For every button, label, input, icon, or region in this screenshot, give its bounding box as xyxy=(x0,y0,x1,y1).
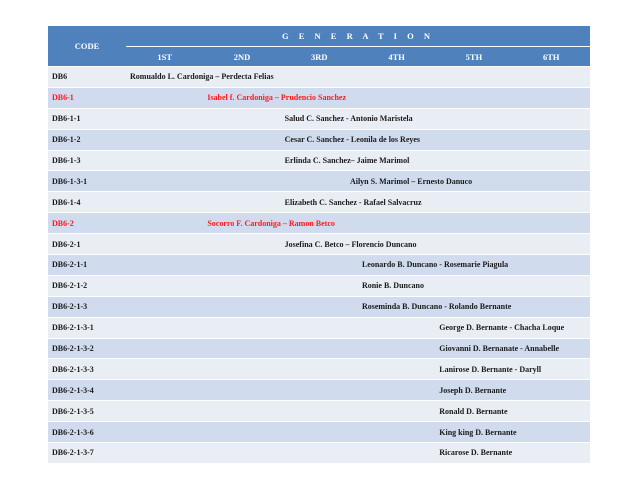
table-row xyxy=(48,317,590,338)
empty-generation-cell xyxy=(513,67,590,88)
generation-column-4: 4TH xyxy=(358,47,435,67)
row-person-names xyxy=(358,255,509,276)
person-names-text: Ailyn S. Marimol – Ernesto Danuco xyxy=(349,176,473,186)
empty-generation-cell xyxy=(281,443,358,464)
person-names-text: Elizabeth C. Sanchez - Rafael Salvacruz xyxy=(284,197,422,207)
empty-generation-cell xyxy=(281,317,358,338)
empty-generation-cell xyxy=(203,401,280,422)
empty-generation-cell xyxy=(203,359,280,380)
row-person-names xyxy=(281,150,410,171)
empty-generation-cell xyxy=(435,67,512,88)
empty-generation-cell xyxy=(281,296,358,317)
empty-generation-cell xyxy=(281,380,358,401)
person-names-text: Joseph D. Bernante xyxy=(439,385,507,395)
row-code: DB6-2-1-1 xyxy=(48,255,126,276)
empty-generation-cell xyxy=(435,150,512,171)
table-body xyxy=(48,67,590,464)
empty-generation-cell xyxy=(203,129,280,150)
empty-generation-cell xyxy=(203,422,280,443)
table-row xyxy=(48,234,590,255)
generation-column-2: 2ND xyxy=(203,47,280,67)
empty-generation-cell xyxy=(126,296,203,317)
row-person-names xyxy=(281,129,421,150)
table-row xyxy=(48,401,590,422)
row-code: DB6-2-1-3-7 xyxy=(48,443,126,464)
row-person-names xyxy=(126,67,274,88)
empty-generation-cell xyxy=(203,338,280,359)
header-row-top xyxy=(48,26,590,47)
empty-generation-cell xyxy=(358,87,435,108)
table-row xyxy=(48,359,590,380)
empty-generation-cell xyxy=(358,401,435,422)
empty-generation-cell xyxy=(281,171,358,192)
row-person-names xyxy=(203,213,335,234)
empty-generation-cell xyxy=(126,87,203,108)
empty-generation-cell xyxy=(435,234,512,255)
table-row xyxy=(48,192,590,213)
code-column-header: CODE xyxy=(48,26,126,67)
empty-generation-cell xyxy=(358,380,435,401)
row-code: DB6-2-1 xyxy=(48,234,126,255)
row-code: DB6-2-1-3-3 xyxy=(48,359,126,380)
empty-generation-cell xyxy=(203,150,280,171)
empty-generation-cell xyxy=(513,443,590,464)
table-row xyxy=(48,129,590,150)
empty-generation-cell xyxy=(281,338,358,359)
generation-column-6: 6TH xyxy=(513,47,590,67)
row-person-names xyxy=(358,296,512,317)
empty-generation-cell xyxy=(358,338,435,359)
empty-generation-cell xyxy=(126,108,203,129)
empty-generation-cell xyxy=(126,129,203,150)
empty-generation-cell xyxy=(126,338,203,359)
empty-generation-cell xyxy=(435,129,512,150)
genealogy-table xyxy=(48,26,590,464)
empty-generation-cell xyxy=(513,192,590,213)
empty-generation-cell xyxy=(203,317,280,338)
row-person-names xyxy=(281,192,422,213)
empty-generation-cell xyxy=(281,67,358,88)
row-code: DB6-1-4 xyxy=(48,192,126,213)
empty-generation-cell xyxy=(203,171,280,192)
person-names-text: Leonardo B. Duncano - Rosemarie Piagula xyxy=(361,260,509,270)
genealogy-table-container xyxy=(48,26,590,464)
row-person-names xyxy=(281,108,413,129)
empty-generation-cell xyxy=(126,275,203,296)
empty-generation-cell xyxy=(358,443,435,464)
row-person-names xyxy=(349,171,473,192)
row-code: DB6-1-3 xyxy=(48,150,126,171)
table-row xyxy=(48,108,590,129)
empty-generation-cell xyxy=(513,255,590,276)
empty-generation-cell xyxy=(281,275,358,296)
empty-generation-cell xyxy=(281,255,358,276)
row-person-names xyxy=(281,234,417,255)
row-person-names xyxy=(435,317,565,338)
empty-generation-cell xyxy=(203,443,280,464)
empty-generation-cell xyxy=(435,275,512,296)
empty-generation-cell xyxy=(513,213,590,234)
table-row xyxy=(48,87,590,108)
person-names-text: Ricarose D. Bernante xyxy=(439,448,513,458)
row-code: DB6-1-3-1 xyxy=(48,171,126,192)
empty-generation-cell xyxy=(513,380,590,401)
empty-generation-cell xyxy=(203,275,280,296)
empty-generation-cell xyxy=(513,150,590,171)
empty-generation-cell xyxy=(435,192,512,213)
row-code: DB6-2-1-3-5 xyxy=(48,401,126,422)
empty-generation-cell xyxy=(358,359,435,380)
empty-generation-cell xyxy=(513,108,590,129)
generation-column-3: 3RD xyxy=(281,47,358,67)
empty-generation-cell xyxy=(513,171,590,192)
empty-generation-cell xyxy=(281,401,358,422)
person-names-text: Salud C. Sanchez - Antonio Maristela xyxy=(284,114,413,124)
row-code: DB6-2-1-2 xyxy=(48,275,126,296)
empty-generation-cell xyxy=(358,213,435,234)
row-code: DB6 xyxy=(48,67,126,88)
person-names-text: King king D. Bernante xyxy=(439,427,517,437)
empty-generation-cell xyxy=(281,422,358,443)
table-row xyxy=(48,296,590,317)
empty-generation-cell xyxy=(126,443,203,464)
row-code: DB6-2-1-3 xyxy=(48,296,126,317)
row-person-names xyxy=(203,87,346,108)
empty-generation-cell xyxy=(513,234,590,255)
person-names-text: Romualdo L. Cardoniga – Perdecta Felias xyxy=(130,72,274,82)
row-person-names xyxy=(435,338,560,359)
empty-generation-cell xyxy=(281,359,358,380)
empty-generation-cell xyxy=(126,234,203,255)
table-row xyxy=(48,171,590,192)
row-person-names xyxy=(435,359,542,380)
table-header xyxy=(48,26,590,67)
empty-generation-cell xyxy=(358,422,435,443)
empty-generation-cell xyxy=(513,401,590,422)
table-row xyxy=(48,213,590,234)
person-names-text: Socorro F. Cardoniga – Ramon Betco xyxy=(207,218,335,228)
empty-generation-cell xyxy=(126,380,203,401)
row-person-names xyxy=(435,443,512,464)
empty-generation-cell xyxy=(203,380,280,401)
empty-generation-cell xyxy=(203,108,280,129)
row-code: DB6-2-1-3-6 xyxy=(48,422,126,443)
row-code: DB6-1 xyxy=(48,87,126,108)
table-row xyxy=(48,255,590,276)
empty-generation-cell xyxy=(126,213,203,234)
generation-header: G E N E R A T I O N xyxy=(126,26,590,47)
empty-generation-cell xyxy=(126,422,203,443)
row-code: DB6-1-2 xyxy=(48,129,126,150)
person-names-text: Cesar C. Sanchez - Leonila de los Reyes xyxy=(284,135,421,145)
row-person-names xyxy=(435,422,517,443)
row-person-names xyxy=(435,380,512,401)
row-person-names xyxy=(435,401,512,422)
table-row xyxy=(48,67,590,88)
empty-generation-cell xyxy=(203,255,280,276)
row-code: DB6-2-1-3-1 xyxy=(48,317,126,338)
empty-generation-cell xyxy=(203,234,280,255)
empty-generation-cell xyxy=(435,213,512,234)
empty-generation-cell xyxy=(126,401,203,422)
empty-generation-cell xyxy=(358,67,435,88)
person-names-text: George D. Bernante - Chacha Loque xyxy=(439,323,565,333)
empty-generation-cell xyxy=(126,359,203,380)
person-names-text: Roseminda B. Duncano - Rolando Bernante xyxy=(361,302,512,312)
person-names-text: Josefina C. Betco – Florencio Duncano xyxy=(284,239,417,249)
empty-generation-cell xyxy=(435,108,512,129)
empty-generation-cell xyxy=(513,296,590,317)
person-names-text: Ronald D. Bernante xyxy=(439,406,508,416)
empty-generation-cell xyxy=(435,87,512,108)
empty-generation-cell xyxy=(126,150,203,171)
row-code: DB6-1-1 xyxy=(48,108,126,129)
empty-generation-cell xyxy=(513,422,590,443)
person-names-text: Lanirose D. Bernante - Daryll xyxy=(439,364,542,374)
header-row-generations xyxy=(48,47,590,67)
table-row xyxy=(48,275,590,296)
empty-generation-cell xyxy=(358,317,435,338)
empty-generation-cell xyxy=(126,171,203,192)
person-names-text: Isabel f. Cardoniga – Prudencio Sanchez xyxy=(207,93,346,103)
empty-generation-cell xyxy=(126,192,203,213)
table-row xyxy=(48,422,590,443)
empty-generation-cell xyxy=(513,129,590,150)
empty-generation-cell xyxy=(126,255,203,276)
empty-generation-cell xyxy=(203,296,280,317)
person-names-text: Ronie B. Duncano xyxy=(361,281,424,291)
table-row xyxy=(48,380,590,401)
row-code: DB6-2-1-3-4 xyxy=(48,380,126,401)
table-row xyxy=(48,150,590,171)
person-names-text: Giovanni D. Bernanate - Annabelle xyxy=(439,344,560,354)
empty-generation-cell xyxy=(513,275,590,296)
empty-generation-cell xyxy=(126,317,203,338)
row-person-names xyxy=(358,275,435,296)
table-row xyxy=(48,338,590,359)
generation-column-1: 1ST xyxy=(126,47,203,67)
empty-generation-cell xyxy=(203,192,280,213)
row-code: DB6-2-1-3-2 xyxy=(48,338,126,359)
empty-generation-cell xyxy=(513,87,590,108)
person-names-text: Erlinda C. Sanchez– Jaime Marimol xyxy=(284,156,410,165)
row-code: DB6-2 xyxy=(48,213,126,234)
table-row xyxy=(48,443,590,464)
generation-column-5: 5TH xyxy=(435,47,512,67)
